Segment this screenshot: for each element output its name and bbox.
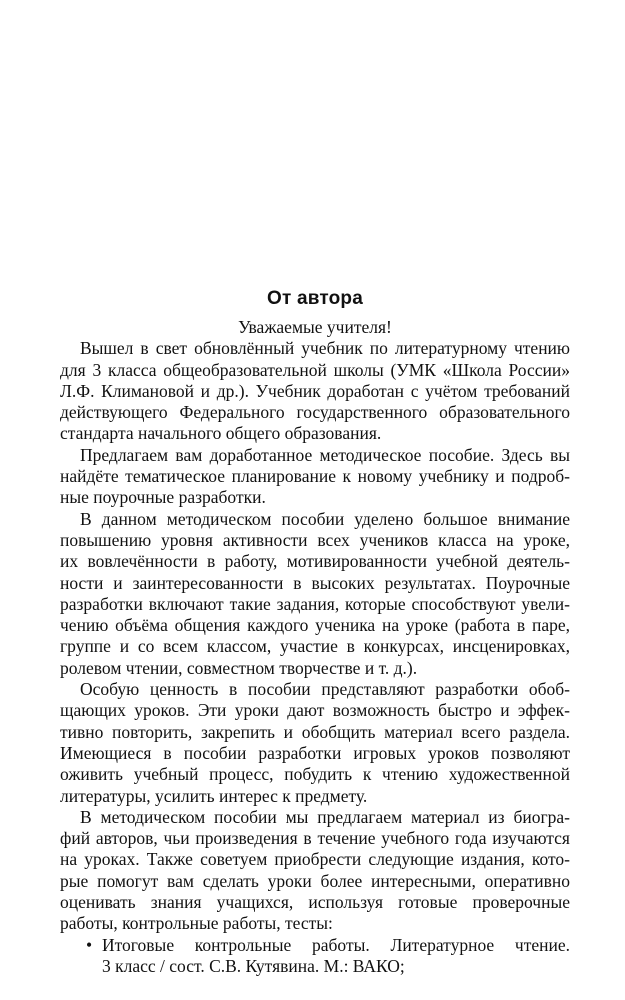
paragraph-line: группе и со всем классом, участие в конкурсах, инсценировках, [60, 636, 570, 657]
paragraph-line: их вовлечённости в работу, мотивированности учебной деятель- [60, 551, 570, 572]
paragraph-line: ные поурочные разработки. [60, 487, 266, 508]
greeting: Уважаемые учителя! [238, 317, 392, 337]
section-heading: От автора [267, 288, 363, 309]
paragraph-line: Л.Ф. Климановой и др.). Учебник доработан с учётом требований [60, 380, 570, 401]
paragraph-line: ности и заинтересованности в высоких результатах. Поурочные [60, 572, 570, 593]
bullet-marker: • [86, 934, 93, 955]
paragraph-4 [60, 679, 570, 807]
paragraph-line: В данном методическом пособии уделено большое внимание [80, 508, 570, 529]
paragraph-line: оживить учебный процесс, побудить к чтению художественной [60, 764, 570, 785]
paragraph-line: для 3 класса общеобразовательной школы (УМК «Школа России» [60, 359, 570, 380]
paragraph-3 [60, 509, 570, 679]
paragraph-line: щающих уроков. Эти уроки дают возможность быстро и эффек- [60, 700, 570, 721]
paragraph-line: действующего Федерального государственного образовательного [60, 402, 570, 423]
paragraph-line: тивно повторить, закрепить и обобщить материал всего раздела. [60, 721, 570, 742]
paragraph-1 [60, 338, 570, 444]
paragraph-line: ролевом чтении, совместном творчестве и т. д.). [60, 657, 418, 678]
paragraph-5 [60, 807, 570, 935]
paragraph-line: Имеющиеся в пособии разработки игровых уроков позволяют [60, 742, 570, 763]
paragraph-line: Вышел в свет обновлённый учебник по литературному чтению [80, 338, 570, 359]
paragraph-line: чению объёма общения каждого ученика на уроке (работа в паре, [60, 615, 570, 636]
bullet-line: Итоговые контрольные работы. Литературное чтение. [102, 934, 570, 955]
paragraph-2 [60, 445, 570, 509]
paragraph-line: В методическом пособии мы предлагаем материал из биогра- [80, 806, 570, 827]
paragraph-line: оценивать знания учащихся, используя готовые проверочные [60, 892, 570, 913]
paragraph-line: рые помогут вам сделать уроки более интересными, оперативно [60, 870, 570, 891]
paragraph-line: повышению уровня активности всех учеников класса на уроке, [60, 529, 570, 550]
bullet-line: 3 класс / сост. С.В. Кутявина. М.: ВАКО; [102, 955, 405, 976]
paragraph-line: литературы, усилить интерес к предмету. [60, 785, 368, 806]
bullet-list-item [60, 935, 570, 978]
paragraph-line: на уроках. Также советуем приобрести следующие издания, кото- [60, 849, 570, 870]
paragraph-line: стандарта начального общего образования. [60, 423, 382, 444]
paragraph-line: Предлагаем вам доработанное методическое пособие. Здесь вы [80, 444, 570, 465]
paragraph-line: работы, контрольные работы, тесты: [60, 913, 333, 934]
paragraph-line: Особую ценность в пособии представляют разработки обоб- [80, 679, 570, 700]
paragraph-line: найдёте тематическое планирование к новому учебнику и подроб- [60, 466, 570, 487]
paragraph-line: фий авторов, чьи произведения в течение учебного года изучаются [60, 828, 570, 849]
document-page [60, 288, 570, 977]
paragraph-line: разработки включают такие задания, которые способствуют увели- [60, 593, 570, 614]
